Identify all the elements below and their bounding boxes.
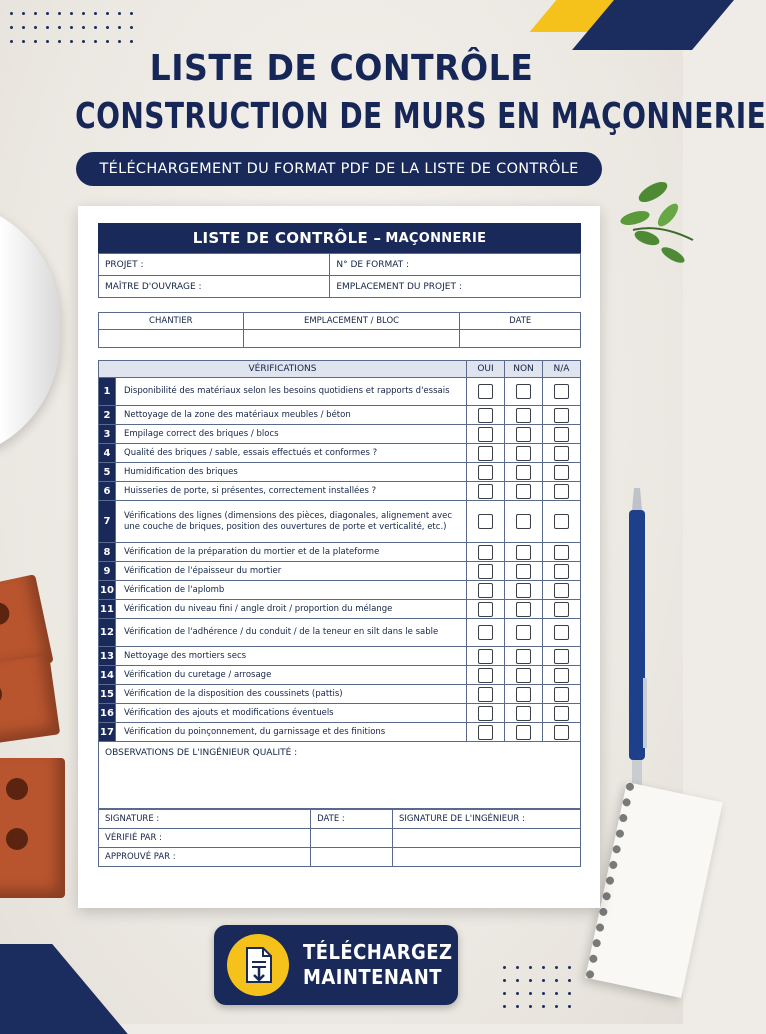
dot [34,40,37,43]
dot [94,12,97,15]
dot [34,12,37,15]
checkbox[interactable] [516,706,531,721]
checkbox[interactable] [478,384,493,399]
na-checkbox[interactable] [543,619,581,647]
checklist-row [99,482,581,501]
checkbox[interactable] [478,583,493,598]
item-label: Vérification de l'épaisseur du mortier [116,562,467,581]
dot [568,1005,571,1008]
checkbox[interactable] [554,384,569,399]
item-label: Vérification du poinçonnement, du garnissage et des finitions [116,723,467,742]
checkbox[interactable] [554,706,569,721]
dot [94,26,97,29]
yes-checkbox[interactable] [467,463,505,482]
checkbox[interactable] [554,564,569,579]
sheet-heading [98,223,581,253]
dot [516,979,519,982]
item-number: 14 [99,666,116,685]
no-checkbox[interactable] [505,482,543,501]
yes-checkbox[interactable] [467,581,505,600]
no-checkbox[interactable] [505,378,543,406]
na-checkbox[interactable] [543,406,581,425]
item-label: Vérification des ajouts et modifications éventuels [116,704,467,723]
subtitle-banner: TÉLÉCHARGEMENT DU FORMAT PDF DE LA LISTE DE CONTRÔLE [76,152,602,186]
dot [516,992,519,995]
item-number: 4 [99,444,116,463]
checkbox[interactable] [478,465,493,480]
dot [70,40,73,43]
dot [118,40,121,43]
dot [542,979,545,982]
checkbox[interactable] [516,484,531,499]
dot [106,40,109,43]
checkbox[interactable] [554,484,569,499]
download-now-button[interactable] [214,925,458,1005]
item-label: Nettoyage de la zone des matériaux meubles / béton [116,406,467,425]
dot [130,40,133,43]
na-checkbox[interactable] [543,647,581,666]
item-number: 6 [99,482,116,501]
checkbox[interactable] [478,725,493,740]
pen-image [626,488,648,788]
na-checkbox[interactable] [543,543,581,562]
dot [82,40,85,43]
na-checkbox[interactable] [543,666,581,685]
checkbox[interactable] [516,465,531,480]
item-label: Huisseries de porte, si présentes, correctement installées ? [116,482,467,501]
checks-table [98,360,581,809]
yes-checkbox[interactable] [467,425,505,444]
checkbox[interactable] [554,625,569,640]
item-label: Humidification des briques [116,463,467,482]
na-checkbox[interactable] [543,482,581,501]
checkbox[interactable] [478,625,493,640]
checklist-row [99,647,581,666]
dot [503,966,506,969]
no-checkbox[interactable] [505,581,543,600]
checkbox[interactable] [554,446,569,461]
checklist-row [99,685,581,704]
checkbox[interactable] [516,649,531,664]
download-now-line2: MAINTENANT [303,965,443,989]
no-checkbox[interactable] [505,619,543,647]
checkbox[interactable] [516,408,531,423]
dot [503,992,506,995]
dot [516,1005,519,1008]
page-title-line2: CONSTRUCTION DE MURS EN MAÇONNERIE [75,96,766,137]
yes-checkbox[interactable] [467,685,505,704]
checkbox[interactable] [554,427,569,442]
checkbox[interactable] [516,602,531,617]
dot [516,966,519,969]
item-number: 8 [99,543,116,562]
verifications-header: VÉRIFICATIONS [99,361,467,378]
checklist-row [99,543,581,562]
na-checkbox[interactable] [543,685,581,704]
checklist-row [99,704,581,723]
approved-date-cell[interactable] [311,848,393,867]
checkbox[interactable] [478,649,493,664]
dot [58,26,61,29]
dot [10,26,13,29]
yes-header: OUI [467,361,505,378]
checkbox[interactable] [478,602,493,617]
observations-field[interactable]: OBSERVATIONS DE L'INGÉNIEUR QUALITÉ : [99,742,581,809]
checkbox[interactable] [516,446,531,461]
no-checkbox[interactable] [505,666,543,685]
checklist-row [99,444,581,463]
dot [555,979,558,982]
dot [58,12,61,15]
yes-checkbox[interactable] [467,378,505,406]
dot [70,12,73,15]
yes-checkbox[interactable] [467,666,505,685]
checklist-sheet [78,206,600,908]
checkbox[interactable] [516,725,531,740]
na-checkbox[interactable] [543,501,581,543]
checkbox[interactable] [554,687,569,702]
item-number: 1 [99,378,116,406]
checkbox[interactable] [516,668,531,683]
checkbox[interactable] [554,602,569,617]
decorative-dots-top [10,12,133,43]
checkbox[interactable] [478,706,493,721]
na-checkbox[interactable] [543,425,581,444]
na-checkbox[interactable] [543,704,581,723]
dot [10,40,13,43]
verified-sign-cell[interactable] [393,829,581,848]
dot [94,40,97,43]
item-number: 11 [99,600,116,619]
dot [542,1005,545,1008]
pdf-download-icon [227,934,289,996]
dot [58,40,61,43]
item-number: 16 [99,704,116,723]
checklist-row [99,666,581,685]
dot [22,26,25,29]
dot [503,979,506,982]
location-block-cell[interactable] [243,330,460,348]
checklist-row [99,619,581,647]
sheet-heading-small: MAÇONNERIE [385,230,487,246]
item-label: Vérification de la disposition des coussinets (pattis) [116,685,467,704]
item-number: 15 [99,685,116,704]
yes-checkbox[interactable] [467,444,505,463]
checkbox[interactable] [516,545,531,560]
na-checkbox[interactable] [543,444,581,463]
signature-table [98,809,581,867]
yes-checkbox[interactable] [467,723,505,742]
owner-field[interactable]: MAÎTRE D'OUVRAGE : [99,276,330,298]
checkbox[interactable] [516,384,531,399]
dot [529,1005,532,1008]
checkbox[interactable] [478,687,493,702]
sheet-heading-main: LISTE DE CONTRÔLE – [192,229,382,247]
yes-checkbox[interactable] [467,600,505,619]
download-now-line1: TÉLÉCHARGEZ [303,940,453,964]
dot [118,12,121,15]
item-label: Vérification du curetage / arrosage [116,666,467,685]
dot [82,12,85,15]
checklist-row [99,723,581,742]
yes-checkbox[interactable] [467,543,505,562]
item-number: 3 [99,425,116,444]
dot [568,992,571,995]
no-checkbox[interactable] [505,425,543,444]
item-label: Disponibilité des matériaux selon les besoins quotidiens et rapports d'essais [116,378,467,406]
checkbox[interactable] [516,514,531,529]
checklist-row [99,501,581,543]
site-header: CHANTIER [99,313,244,330]
dot [46,40,49,43]
dot [46,26,49,29]
checkbox[interactable] [516,687,531,702]
checkbox[interactable] [516,427,531,442]
dot [130,12,133,15]
item-label: Qualité des briques / sable, essais effectués et conformes ? [116,444,467,463]
dot [22,12,25,15]
checkbox[interactable] [478,446,493,461]
checkbox[interactable] [516,564,531,579]
yes-checkbox[interactable] [467,647,505,666]
sign-date-field[interactable]: DATE : [311,810,393,829]
checklist-row [99,600,581,619]
checkbox[interactable] [554,465,569,480]
dot [34,26,37,29]
item-number: 5 [99,463,116,482]
yes-checkbox[interactable] [467,704,505,723]
yes-checkbox[interactable] [467,562,505,581]
brick-image [0,758,65,898]
no-checkbox[interactable] [505,406,543,425]
dot [46,12,49,15]
checkbox[interactable] [478,484,493,499]
checkbox[interactable] [554,545,569,560]
na-checkbox[interactable] [543,723,581,742]
no-checkbox[interactable] [505,647,543,666]
item-label: Vérification de la préparation du mortier et de la plateforme [116,543,467,562]
checkbox[interactable] [478,545,493,560]
item-number: 12 [99,619,116,647]
decorative-dots-bottom [503,966,571,1008]
dot [22,40,25,43]
checkbox[interactable] [554,725,569,740]
na-checkbox[interactable] [543,463,581,482]
na-checkbox[interactable] [543,378,581,406]
engineer-signature-field[interactable]: SIGNATURE DE L'INGÉNIEUR : [393,810,581,829]
checkbox[interactable] [554,514,569,529]
dot [555,1005,558,1008]
checkbox[interactable] [478,668,493,683]
approved-by-field[interactable]: APPROUVÉ PAR : [99,848,311,867]
dot [542,992,545,995]
signature-field[interactable]: SIGNATURE : [99,810,311,829]
yes-checkbox[interactable] [467,501,505,543]
checklist-row [99,378,581,406]
na-checkbox[interactable] [543,581,581,600]
checkbox[interactable] [554,583,569,598]
item-label: Vérification de l'adhérence / du conduit / de la teneur en silt dans le sable [116,619,467,647]
checkbox[interactable] [554,408,569,423]
dot [555,966,558,969]
dot [503,1005,506,1008]
no-checkbox[interactable] [505,685,543,704]
verified-by-field[interactable]: VÉRIFIÉ PAR : [99,829,311,848]
checkbox[interactable] [478,408,493,423]
na-checkbox[interactable] [543,562,581,581]
item-number: 7 [99,501,116,543]
dot [555,992,558,995]
checkbox[interactable] [478,514,493,529]
checkbox[interactable] [516,583,531,598]
approved-sign-cell[interactable] [393,848,581,867]
dot [106,26,109,29]
checkbox[interactable] [554,649,569,664]
dot [10,12,13,15]
project-field[interactable]: PROJET : [99,254,330,276]
no-checkbox[interactable] [505,704,543,723]
checkbox[interactable] [478,427,493,442]
item-label: Vérification du niveau fini / angle droit / proportion du mélange [116,600,467,619]
checklist-row [99,463,581,482]
checklist-row [99,562,581,581]
dot [118,26,121,29]
dot [529,966,532,969]
page-title-line1: LISTE DE CONTRÔLE [149,48,534,89]
no-checkbox[interactable] [505,723,543,742]
no-checkbox[interactable] [505,543,543,562]
verified-date-cell[interactable] [311,829,393,848]
item-label: Vérification de l'aplomb [116,581,467,600]
site-table [98,312,581,348]
no-checkbox[interactable] [505,501,543,543]
item-label: Nettoyage des mortiers secs [116,647,467,666]
dot [568,966,571,969]
date-cell[interactable] [460,330,581,348]
checklist-row [99,406,581,425]
no-header: NON [505,361,543,378]
dot [529,979,532,982]
item-number: 9 [99,562,116,581]
checkbox[interactable] [478,564,493,579]
date-header: DATE [460,313,581,330]
yes-checkbox[interactable] [467,482,505,501]
no-checkbox[interactable] [505,463,543,482]
item-number: 10 [99,581,116,600]
checklist-row [99,425,581,444]
dot [542,966,545,969]
checkbox[interactable] [516,625,531,640]
no-checkbox[interactable] [505,600,543,619]
no-checkbox[interactable] [505,562,543,581]
project-location-field[interactable]: EMPLACEMENT DU PROJET : [330,276,581,298]
dot [106,12,109,15]
project-info-table [98,253,581,298]
item-number: 17 [99,723,116,742]
item-label: Empilage correct des briques / blocs [116,425,467,444]
dot [529,992,532,995]
format-number-field[interactable]: N° DE FORMAT : [330,254,581,276]
na-checkbox[interactable] [543,600,581,619]
dot [568,979,571,982]
location-block-header: EMPLACEMENT / BLOC [243,313,460,330]
item-number: 2 [99,406,116,425]
plant-leaves-image [613,170,693,280]
yes-checkbox[interactable] [467,406,505,425]
item-number: 13 [99,647,116,666]
yes-checkbox[interactable] [467,619,505,647]
dot [70,26,73,29]
no-checkbox[interactable] [505,444,543,463]
checkbox[interactable] [554,668,569,683]
item-label: Vérifications des lignes (dimensions des pièces, diagonales, alignement avec une couche de briques, position des ouvertures de porte et verticalité, etc.) [116,501,467,543]
site-cell[interactable] [99,330,244,348]
checklist-row [99,581,581,600]
dot [82,26,85,29]
dot [130,26,133,29]
na-header: N/A [543,361,581,378]
